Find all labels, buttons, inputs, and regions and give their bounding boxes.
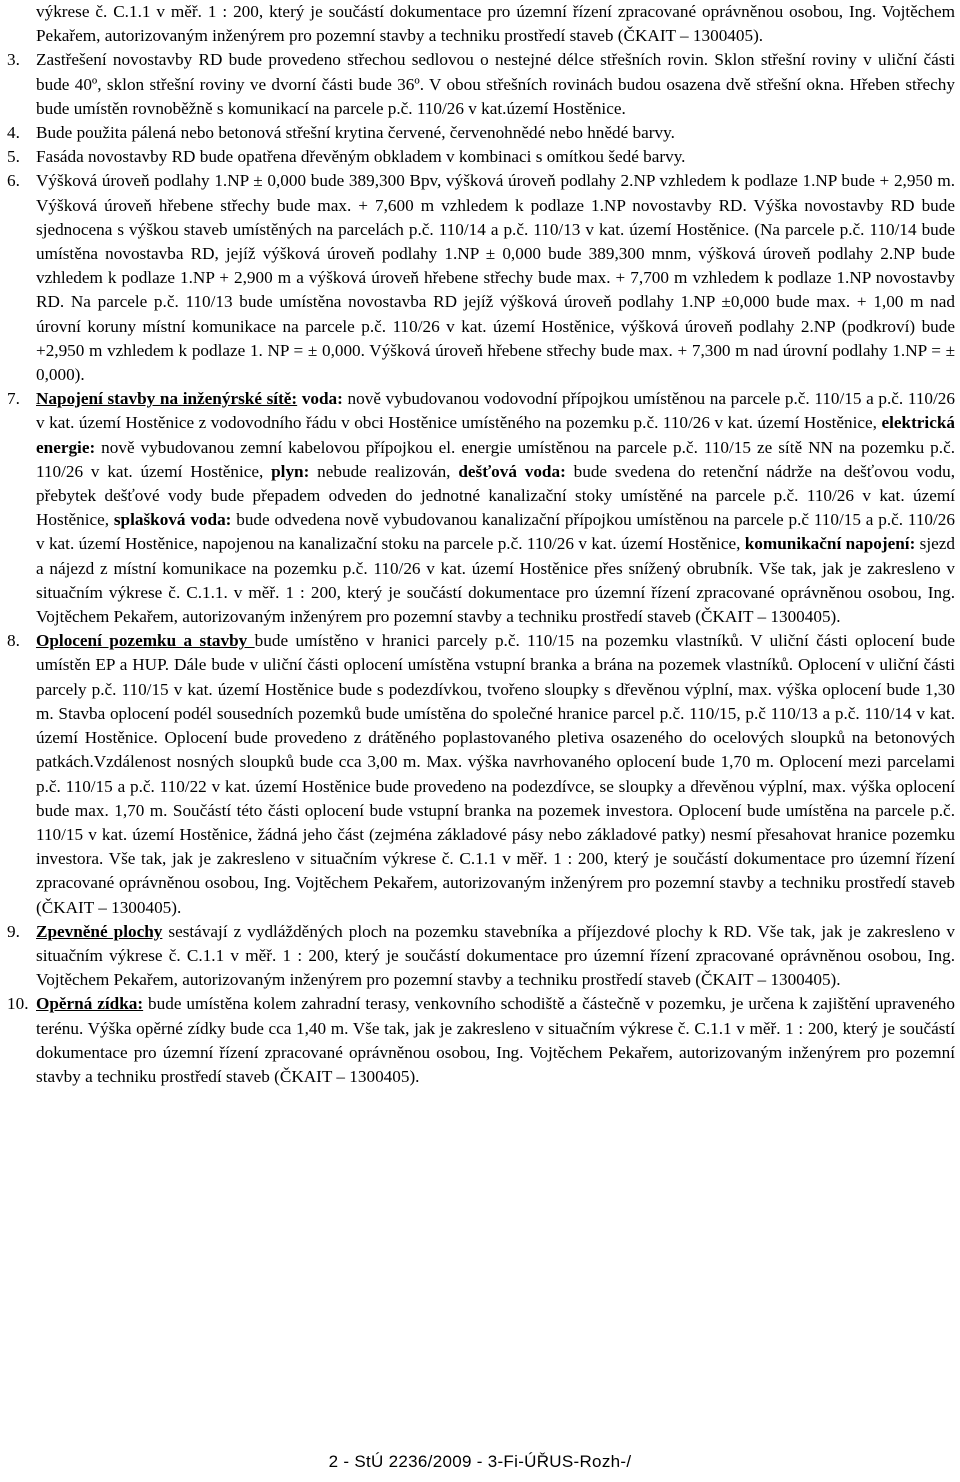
paragraph-text (36, 169, 955, 387)
emphasized-term: splašková voda: (113, 510, 232, 530)
paragraph-text (36, 145, 955, 169)
text-run: bude odvedena nově vybudovanou kanalizační přípojkou umístěnou na parcele p.č 110/15 a p.č. 110/26 v kat. území Hostěnice, napojenou na kanalizační stoku na parcele p.č. 110/26 v kat. území Hostěnice, (36, 510, 955, 554)
paragraph-number: 3. (7, 50, 20, 70)
numbered-paragraph (7, 387, 955, 629)
text-run: sjezd a nájezd z místní komunikace na pozemku p.č. 110/26 v kat. území Hostěnice přes snížený obrubník. Vše tak, jak je zakresleno v situačním výkrese č. C.1.1. v měř. 1 : 200, který je součástí dokumentace pro územní řízení zpracované oprávněnou osobou, Ing. Vojtěchem Pekařem, autorizovaným inženýrem pro pozemní stavby a techniku prostředí staveb (ČKAIT – 1300405). (36, 534, 955, 627)
paragraph-text (36, 48, 955, 121)
emphasized-term: plyn: (271, 461, 310, 481)
text-run: bude umístěna kolem zahradní terasy, venkovního schodiště a částečně v pozemku, je určena k zajištění upraveného terénu. Výška opěrné zídky bude cca 1,40 m. Vše tak, jak je zakresleno v situačním výkrese č. C.1.1 v měř. 1 : 200, který je součástí dokumentace pro územní řízení zpracované oprávněnou osobou, Ing. Vojtěchem Pekařem, autorizovaným inženýrem pro pozemní stavby a techniku prostředí staveb (ČKAIT – 1300405). (36, 994, 955, 1086)
numbered-paragraph (7, 48, 955, 121)
text-run: nově vybudovanou zemní kabelovou přípojkou el. energie umístěnou na parcele p.č. 110/15 ze sítě NN na pozemku p.č. 110/26 v kat. území Hostěnice, (36, 437, 955, 481)
emphasized-term: Zpevněné plochy (36, 921, 163, 941)
numbered-paragraph (7, 145, 955, 169)
text-run: Zastřešení novostavby RD bude provedeno střechou sedlovou o nestejné délce střešních rovin. Sklon střešní roviny v uliční části bude 40º, sklon střešní roviny ve dvorní části bude 36º. V obou střešních rovinách budou osazena dvě střešní okna. Hřeben střechy bude umístěn rovnoběžně s komunikací na parcele p.č. 110/26 v kat.území Hostěnice. (36, 50, 955, 118)
numbered-paragraph (7, 629, 955, 919)
emphasized-term: komunikační napojení: (744, 534, 916, 554)
text-run: sestávají z vydlážděných ploch na pozemku stavebníka a příjezdové plochy k RD. Vše tak, jak je zakresleno v situačním výkrese č. C.1.1 v měř. 1 : 200, který je součástí dokumentace pro územní řízení zpracované oprávněnou osobou, Ing. Vojtěchem Pekařem, autorizovaným inženýrem pro pozemní stavby a techniku prostředí staveb (ČKAIT – 1300405). (36, 921, 955, 990)
paragraph-text (36, 920, 955, 993)
emphasized-term: elektrická energie: (36, 413, 955, 457)
paragraph-text (36, 121, 955, 145)
paragraph-number: 9. (7, 921, 20, 941)
paragraph-number: 8. (7, 631, 20, 651)
text-run: bude umístěno v hranici parcely p.č. 110/15 na pozemku vlastníků. V uliční části oplocení bude umístěn EP a HUP. Dále bude v uliční části oplocení umístěna vstupní branka a brána na pozemek vlastníků. Oplocení v uliční části parcely p.č. 110/15 v kat. území Hostěnice bude s podezdívkou, tvořeno sloupky s dřevěnou výplní, max. výška oplocení bude 1,30 m. Stavba oplocení podél sousedních pozemků bude umístěna do společné hranice parcel p.č. 110/15, p.č 110/13 a p.č. 110/14 v kat. území Hostěnice. Oplocení bude provedeno z drátěného poplastovaného pletiva osazeného do ocelových sloupků na betonových patkách.Vzdálenost nosných sloupků bude cca 3,00 m. Max. výška navrhovaného oplocení bude 1,70 m. Oplocení mezi parcelami p.č. 110/15 a p.č. 110/22 v kat. území Hostěnice bude provedeno na podezdívce, se sloupky a dřevěnou výplní, max. výška oplocení bude max. 1,70 m. Součástí této části oplocení bude vstupní branka na pozemek investora. Oplocení bude umístěna na parcele p.č. 110/15 v kat. území Hostěnice, žádná jeho část (zejména základové pásy nebo základové patky) nesmí přesahovat hranice pozemku investora. Vše tak, jak je zakresleno v situačním výkrese č. C.1.1 v měř. 1 : 200, který je součástí dokumentace pro územní řízení zpracované oprávněnou osobou, Ing. Vojtěchem Pekařem, autorizovaným inženýrem pro pozemní stavby a techniku prostředí staveb (ČKAIT – 1300405). (36, 631, 955, 917)
text-run: nebude realizován, (309, 461, 459, 481)
paragraph-text (36, 992, 955, 1089)
emphasized-term: voda: (301, 389, 343, 409)
numbered-paragraph (7, 920, 955, 993)
text-run: Bude použita pálená nebo betonová střešní krytina červené, červenohnědé nebo hnědé barvy. (36, 123, 675, 143)
numbered-paragraph (7, 0, 955, 48)
numbered-paragraph (7, 992, 955, 1089)
emphasized-term: dešťová voda: (458, 461, 566, 481)
page-footer: 2 - StÚ 2236/2009 - 3-Fi-ÚŘUS-Rozh-/ (328, 1452, 632, 1471)
paragraph-number: 4. (7, 123, 20, 143)
text-run: Fasáda novostavby RD bude opatřena dřevěným obkladem v kombinaci s omítkou šedé barvy. (36, 147, 686, 167)
paragraph-number: 6. (7, 171, 20, 191)
emphasized-term: Napojení stavby na inženýrské sítě: (36, 389, 298, 409)
text-run: Výšková úroveň podlahy 1.NP ± 0,000 bude 389,300 Bpv, výšková úroveň podlahy 2.NP vzhledem k podlaze 1.NP bude + 2,950 m. Výšková úroveň hřebene střechy bude max. + 7,600 m vzhledem k podlaze 1.NP novostavby RD. Výška novostavby RD bude sjednocena s výškou staveb umístěných na parcelách p.č. 110/14 a p.č. 110/13 v kat. území Hostěnice. (Na parcele p.č. 110/14 bude umístěna novostavba RD, jejíž výšková úroveň podlahy 1.NP ± 0,000 bude 389,300 mnm, výšková úroveň podlahy 2.NP bude vzhledem k podlaze 1.NP + 2,900 m a výšková úroveň hřebene střechy bude max. + 7,700 m vzhledem k podlaze 1.NP novostavby RD. Na parcele p.č. 110/13 bude umístěna novostavba RD jejíž výšková úroveň podlahy 1.NP ±0,000 bude max. + 1,00 m nad úrovní koruny místní komunikace na parcele p.č. 110/26 v kat. území Hostěnice, výšková úroveň podlahy 2.NP (podkroví) bude +2,950 m vzhledem k podlaze 1. NP = ± 0,000. Výšková úroveň hřebene střechy bude max. + 7,300 m nad úrovní podlahy 1.NP = ± 0,000). (36, 171, 955, 385)
paragraph-number: 5. (7, 147, 20, 167)
paragraph-number: 7. (7, 389, 20, 409)
paragraph-text (36, 629, 955, 919)
text-run: bude svedena do retenční nádrže na dešťovou vodu, přebytek dešťové vody bude přepadem odveden do jednotné kanalizační stoky umístěné na parcele p.č. 110/26 v kat. území Hostěnice, (36, 461, 955, 530)
paragraph-number: 10. (7, 994, 29, 1014)
document-body (7, 0, 955, 1089)
numbered-paragraph (7, 169, 955, 387)
paragraph-text (36, 0, 955, 48)
text-run: nově vybudovanou vodovodní přípojkou umístěnou na parcele p.č. 110/15 a p.č. 110/26 v kat. území Hostěnice z vodovodního řádu v obci Hostěnice umístěného na pozemku p.č. 110/26 v kat. území Hostěnice, (36, 389, 955, 433)
emphasized-term: Opěrná zídka: (36, 994, 144, 1014)
numbered-paragraph (7, 121, 955, 145)
paragraph-text (36, 387, 955, 629)
emphasized-term: Oplocení pozemku a stavby (36, 631, 255, 651)
text-run: výkrese č. C.1.1 v měř. 1 : 200, který je součástí dokumentace pro územní řízení zpracované oprávněnou osobou, Ing. Vojtěchem Pekařem, autorizovaným inženýrem pro pozemní stavby a techniku prostředí staveb (ČKAIT – 1300405). (36, 2, 955, 46)
